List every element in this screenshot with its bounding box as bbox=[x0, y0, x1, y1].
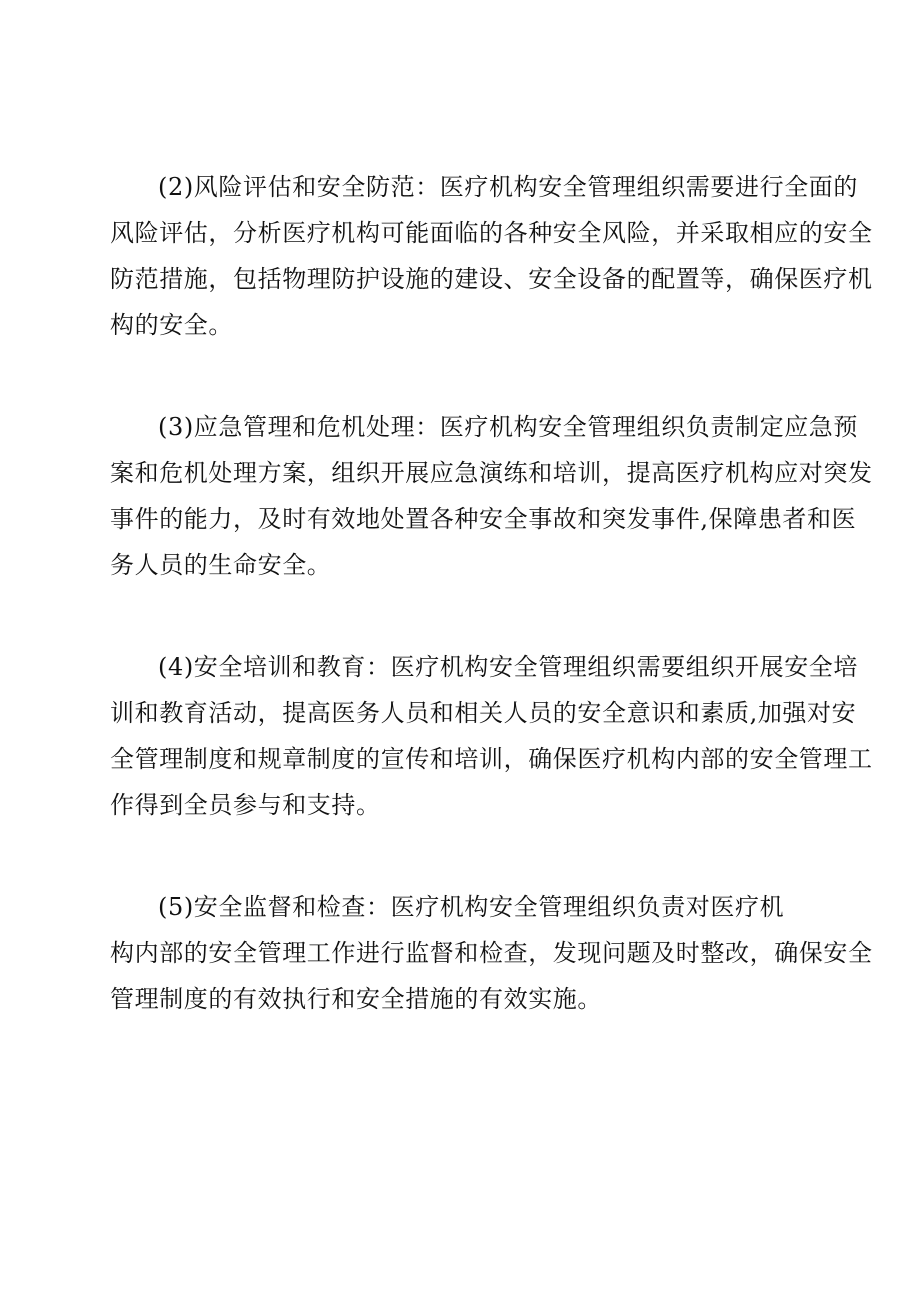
paragraph-line: 务人员的生命安全。 bbox=[110, 551, 332, 579]
paragraph-line: 管理制度的有效执行和安全措施的有效实施。 bbox=[110, 985, 602, 1013]
paragraph-safety-supervision bbox=[110, 884, 873, 1022]
paragraph-line: (2)风险评估和安全防范：医疗机构安全管理组织需要进行全面的 bbox=[158, 173, 858, 201]
paragraph-line: (3)应急管理和危机处理：医疗机构安全管理组织负责制定应急预 bbox=[158, 413, 858, 441]
paragraph-line: 作得到全员参与和支持。 bbox=[110, 791, 381, 819]
paragraph-line: 全管理制度和规章制度的宣传和培训，确保医疗机构内部的安全管理工 bbox=[110, 745, 873, 773]
paragraph-line: 构内部的安全管理工作进行监督和检查，发现问题及时整改，确保安全 bbox=[110, 939, 873, 967]
paragraph-safety-training bbox=[110, 644, 873, 828]
paragraph-line: 训和教育活动，提高医务人员和相关人员的安全意识和素质,加强对安 bbox=[110, 699, 857, 727]
paragraph-line: (4)安全培训和教育：医疗机构安全管理组织需要组织开展安全培 bbox=[158, 653, 858, 681]
paragraph-line: 构的安全。 bbox=[110, 311, 233, 339]
paragraph-line: 防范措施，包括物理防护设施的建设、安全设备的配置等，确保医疗机 bbox=[110, 265, 873, 293]
paragraph-emergency-management bbox=[110, 404, 873, 588]
paragraph-line: 事件的能力，及时有效地处置各种安全事故和突发事件,保障患者和医 bbox=[110, 505, 857, 533]
paragraph-line: (5)安全监督和检查：医疗机构安全管理组织负责对医疗机 bbox=[158, 893, 785, 921]
paragraph-line: 案和危机处理方案，组织开展应急演练和培训，提高医疗机构应对突发 bbox=[110, 459, 873, 487]
paragraph-risk-assessment bbox=[110, 164, 873, 348]
paragraph-line: 风险评估，分析医疗机构可能面临的各种安全风险，并采取相应的安全 bbox=[110, 219, 873, 247]
